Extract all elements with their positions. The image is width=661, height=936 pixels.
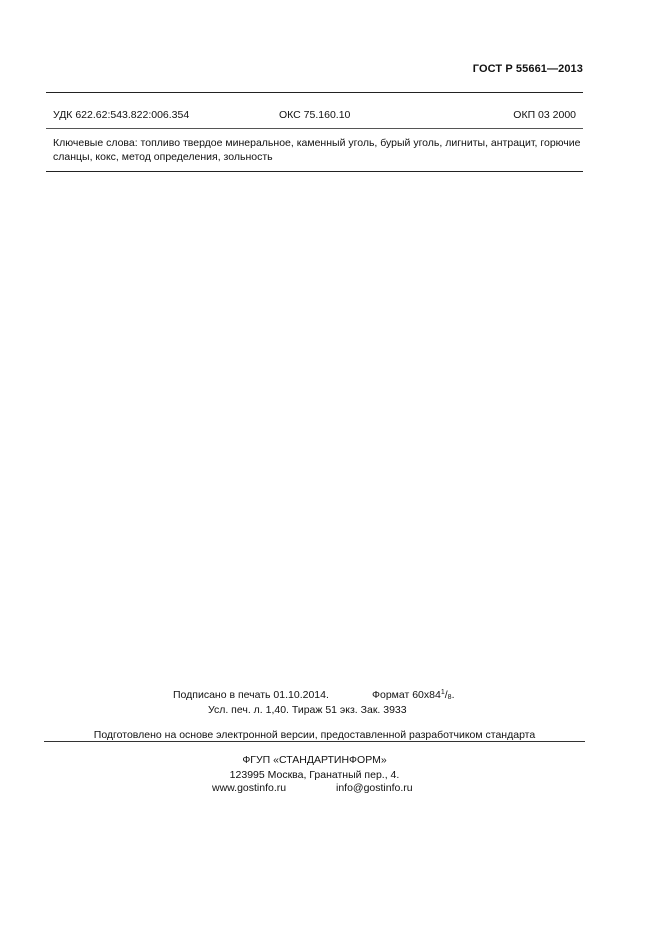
udk-code: УДК 622.62:543.822:006.354 bbox=[53, 109, 190, 121]
standard-code: ГОСТ Р 55661—2013 bbox=[472, 63, 583, 75]
format-numerator: 1 bbox=[440, 689, 445, 696]
website-link[interactable]: www.gostinfo.ru bbox=[212, 782, 287, 794]
prepared-note: Подготовлено на основе электронной версии, предоставленной разработчиком стандарта bbox=[93, 729, 536, 741]
email-link[interactable]: info@gostinfo.ru bbox=[336, 782, 413, 794]
top-rule bbox=[46, 92, 583, 93]
publisher-name: ФГУП «СТАНДАРТИНФОРМ» bbox=[242, 754, 387, 766]
publisher-address: 123995 Москва, Гранатный пер., 4. bbox=[229, 769, 400, 781]
middle-rule bbox=[46, 128, 583, 129]
keywords-text: Ключевые слова: топливо твердое минеральное, каменный уголь, бурый уголь, лигниты, антрацит, горючие сланцы, кокс, метод определения, зольность bbox=[53, 137, 581, 163]
footer-rule bbox=[44, 741, 585, 742]
print-info: Усл. печ. л. 1,40. Тираж 51 экз. Зак. 3933 bbox=[208, 704, 407, 716]
bottom-rule bbox=[46, 171, 583, 172]
okp-code: ОКП 03 2000 bbox=[513, 109, 576, 121]
signed-date: Подписано в печать 01.10.2014. bbox=[173, 689, 329, 701]
format-prefix: Формат 60x84 bbox=[372, 689, 441, 701]
oks-code: ОКС 75.160.10 bbox=[279, 109, 351, 121]
format-suffix: . bbox=[451, 689, 455, 701]
paper-format: Формат $60x84^1/_8$. bbox=[372, 689, 455, 701]
format-denominator: 8 bbox=[447, 694, 452, 701]
